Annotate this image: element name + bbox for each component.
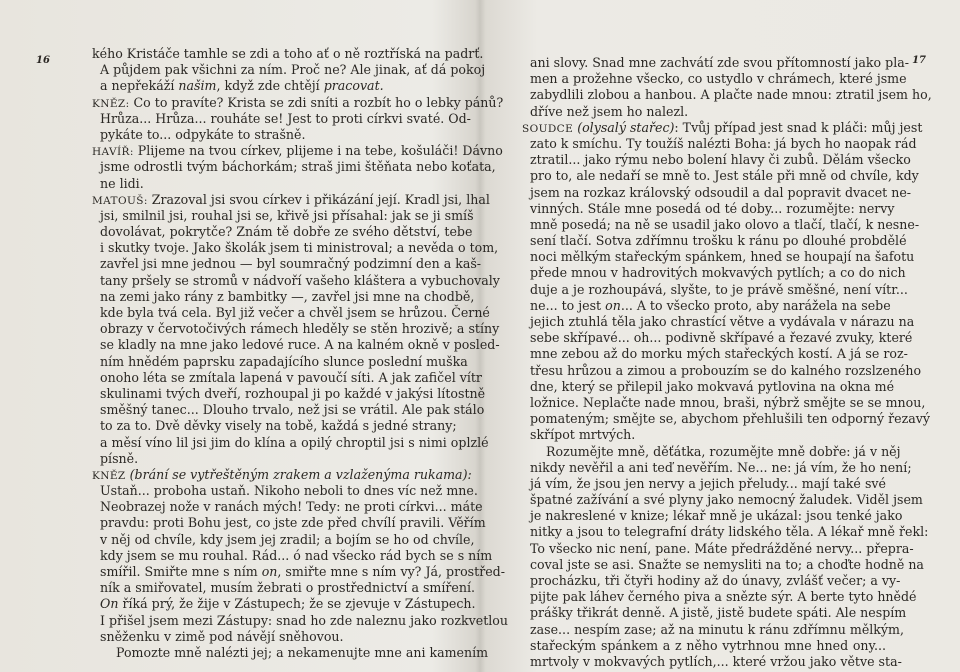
text-run: ním hnědém paprsku zapadajícího slunce poslední muška: [100, 353, 468, 369]
text-run: kého Kristáče tamhle se zdi a toho ať o ně roztříská na padrť.: [92, 46, 484, 61]
text-run: ... A to všecko proto, aby narážela na sebe: [620, 297, 891, 313]
text-run: na zemi jako rány z bambitky —, zavřel jsi mne na chodbě,: [100, 288, 475, 304]
text-run: , když zde chtějí: [216, 78, 324, 94]
text-run: kdy jsem se mu rouhal. Rád... ó nad všecko rád bych se s ním: [100, 547, 493, 563]
text-line: [92, 288, 475, 305]
text-run: sebe skřípavé... oh... podivně skřípavé a řezavé zvuky, které: [530, 330, 913, 346]
page-number: 17: [912, 55, 926, 66]
text-run: já vím, že jsou jen nervy a jejich přeludy... mají také své: [530, 475, 886, 491]
text-line: [92, 272, 500, 289]
text-line: [92, 418, 457, 434]
text-run: se kladly na mne jako ledové ruce. A na kalném okně v posled-: [100, 337, 500, 353]
text-run: dříve než jsem ho nalezl.: [530, 103, 689, 119]
text-line: [92, 629, 454, 645]
text-line: [522, 119, 923, 136]
italic-text: pracovat.: [323, 78, 384, 94]
text-run: kde byla tvá cela. Byl již večer a chvěl jsem se hrůzou. Černé: [100, 305, 490, 320]
text-run: i skutky tvoje. Jako školák jsem ti ministroval; a nevěda o tom,: [100, 240, 499, 256]
text-line: [92, 62, 486, 78]
text-line: [92, 547, 493, 564]
text-run: Ustaň... proboha ustaň. Nikoho neboli to dnes víc než mne.: [100, 483, 478, 499]
text-line: [530, 200, 895, 217]
text-line: [530, 459, 912, 476]
text-line: [92, 94, 504, 111]
text-run: noci mělkým stařeckým spánkem, hned se houpají na šafotu: [530, 249, 915, 265]
text-run: mne zebou až do morku mých stařeckých kostí. A já se roz-: [530, 346, 908, 362]
text-run: smířil. Smiřte mne s ním: [100, 564, 262, 579]
italic-text: on: [261, 564, 278, 579]
text-line: [92, 159, 496, 175]
text-run: jsem na rozkaz královský odsoudil a dal popravit dvacet ne-: [530, 184, 912, 200]
text-run: prášky třikrát denně. A jistě, jistě budete spáti. Ale nespím: [530, 605, 907, 621]
text-run: pykáte to... odpykáte to strašně.: [100, 126, 306, 142]
text-line: [530, 540, 914, 557]
text-run: Neobrazej nože v ranách mých! Tedy: ne proti církvi... máte: [100, 499, 483, 515]
text-run: ne lidi.: [100, 175, 144, 191]
text-run: zato k smíchu. Ty toužíš nalézti Boha: já bych ho naopak rád: [530, 135, 917, 151]
text-line: [92, 515, 486, 531]
text-run: Co to pravíte? Krista se zdi sníti a rozbít ho o lebky pánů?: [129, 94, 504, 110]
text-run: duje a je rozhoupává, slyšte, to je právě směšné, není vítr...: [530, 281, 908, 297]
text-run: dne, který se přilepil jako mokvavá pytlovina na okna mé: [530, 378, 895, 394]
text-run: nikdy nevěřil a ani teď nevěřím. Ne... ne: já vím, že ho není;: [530, 459, 912, 475]
text-run: v něj od chvíle, kdy jsem jej zradil; a bojím se ho od chvíle,: [100, 531, 475, 547]
text-line: [530, 443, 901, 460]
text-run: a měsí víno lil jsi jim do klína a opilý chroptil jsi s nimi oplzlé: [100, 434, 489, 450]
text-line: [530, 281, 908, 298]
text-run: coval jste se asi. Snažte se nemysliti na to; a choďte hodně na: [530, 556, 924, 572]
text-run: ztratil... jako rýmu nebo bolení hlavy či zubů. Dělám všecko: [530, 152, 911, 168]
text-line: [530, 573, 901, 589]
text-run: pomateným; smějte se, abychom přehlušili ten odporný řezavý: [530, 411, 930, 427]
text-line: [92, 240, 499, 256]
text-line: [92, 580, 476, 596]
text-run: mrtvoly v mokvavých pytlích,... které vržou jako větve sta-: [530, 653, 902, 669]
text-line: [530, 265, 906, 281]
text-run: men a prožehne všecko, co ustydlo v chrámech, které jsme: [530, 71, 907, 87]
text-run: Hrůza... Hrůza... rouháte se! Jest to proti církvi svaté. Od-: [100, 110, 471, 126]
text-line: [530, 168, 919, 184]
text-run: pravdu: proti Bohu jest, co jste zde před chvílí pravili. Věřím: [100, 515, 486, 531]
text-line: [530, 314, 915, 330]
text-line: [92, 143, 503, 159]
text-line: [530, 104, 886, 120]
text-line: [530, 394, 926, 411]
text-run: zavřel jsi mne jednou — byl soumračný podzimní den a kaš-: [100, 256, 482, 272]
text-run: písně.: [100, 450, 139, 466]
text-run: ani slovy. Snad mne zachvátí zde svou přítomností jako pla-: [530, 55, 909, 70]
text-line: [530, 216, 920, 233]
text-line: [530, 184, 912, 201]
text-line: [530, 330, 913, 346]
text-line: [92, 369, 482, 386]
text-run: to za to. Dvě děvky visely na tobě, každá s jedné strany;: [100, 418, 457, 434]
text-run: ne... to jest: [530, 297, 606, 313]
speaker-name: HAVÍŘ:: [92, 146, 134, 159]
text-line: [530, 605, 907, 621]
speaker-name: SOUDCE: [522, 122, 574, 135]
text-line: [92, 644, 489, 661]
text-run: Zrazoval jsi svou církev i přikázání její. Kradl jsi, lhal: [147, 191, 490, 207]
text-run: ložnice. Neplačte nade mnou, braši, nýbrž smějte se se mnou,: [530, 394, 926, 410]
text-line: [92, 337, 500, 353]
text-run: pijte pak láhev černého piva a snězte sýr. A berte tyto hnědé: [530, 589, 917, 605]
text-run: obrazy v červotočivých rámech hleděly se stěn hrozivě; a stíny: [100, 321, 500, 337]
text-line: [530, 362, 922, 379]
text-line: [92, 46, 484, 62]
text-run: zabydlili zlobou a hanbou. A plačte nade mnou: ztratil jsem ho,: [530, 87, 932, 103]
text-line: [92, 78, 454, 94]
text-run: zase... nespím zase; až na minutu k ránu zdřímnu mělkým,: [530, 621, 904, 637]
text-run: sněženku v zimě pod návějí sněhovou.: [100, 628, 344, 644]
text-line: [530, 249, 915, 265]
text-line: [92, 499, 483, 515]
text-line: [92, 207, 474, 224]
text-line: [530, 71, 907, 87]
text-run: jsi, smilnil jsi, rouhal jsi se, křivě jsi přísahal: jak se ji smíš: [100, 207, 474, 223]
text-run: I přišel jsem mezi Zástupy: snad ho zde naleznu jako rozkvetlou: [100, 612, 508, 628]
text-line: [530, 152, 911, 168]
text-run: dovolávat, pokrytče? Znám tě dobře ze svého dětství, tebe: [100, 224, 473, 240]
text-line: [530, 346, 908, 362]
text-run: špatné zažívání a své plyny jako nemocný žaludek. Viděl jsem: [530, 492, 923, 508]
text-line: [92, 531, 475, 548]
text-run: směšný tanec... Dlouho trvalo, než jsi se vrátil. Ale pak stálo: [100, 402, 485, 418]
text-line: [92, 483, 478, 499]
text-line: [530, 589, 917, 605]
italic-text: (brání se vytřeštěným zrakem a vzlaženýma rukama):: [129, 466, 472, 482]
text-line: [530, 653, 902, 670]
text-run: skulinami tvých dveří, rozhoupal ji po každé v jakýsi lítostně: [100, 385, 486, 401]
text-line: [530, 87, 932, 103]
text-run: Pomozte mně nalézti jej; a nekamenujte mne ani kamením: [116, 644, 489, 660]
text-line: [530, 378, 895, 395]
text-line: [92, 434, 489, 451]
right-page: [480, 0, 960, 672]
text-run: A půjdem pak všichni za ním. Proč ne? Ale jinak, ať dá pokoj: [100, 62, 486, 78]
text-line: [92, 466, 472, 483]
text-run: vinných. Stále mne posedá od té doby... rozumějte: nervy: [530, 200, 895, 216]
speaker-name: KNĚZ:: [92, 97, 130, 110]
text-line: [530, 556, 924, 573]
text-line: [530, 427, 886, 443]
text-run: je nakreslené v knize; lékař mně je ukázal: jsou tenké jako: [530, 508, 903, 524]
italic-text: (olysalý stařec): [577, 119, 675, 135]
text-run: Plijeme na tvou církev, plijeme i na tebe, košuláči! Dávno: [133, 143, 503, 159]
text-line: [92, 353, 468, 370]
text-line: [92, 191, 490, 208]
speaker-name: MATOUŠ:: [92, 194, 148, 207]
text-run: skřípot mrtvých.: [530, 427, 636, 443]
text-run: pro to, ale nedaří se mně to. Jest stále při mně od chvíle, kdy: [530, 168, 919, 184]
speaker-name: KNĚZ: [92, 469, 126, 482]
text-run: Rozumějte mně, děťátka, rozumějte mně dobře: já v něj: [546, 443, 901, 459]
text-run: procházku, tři čtyři hodiny až do únavy, zvlášť večer; a vy-: [530, 573, 901, 588]
text-line: [92, 451, 454, 467]
text-run: To všecko nic není, pane. Máte předrážděné nervy... přepra-: [530, 540, 914, 556]
text-line: [92, 596, 476, 612]
italic-text: On: [100, 596, 119, 612]
text-line: [530, 55, 909, 71]
text-run: onoho léta se zmítala lapená v pavoučí síti. A jak zafičel vítr: [100, 369, 482, 385]
text-line: [530, 297, 891, 314]
text-line: [530, 524, 929, 540]
text-column: [92, 46, 508, 661]
text-line: [92, 305, 490, 321]
text-line: [530, 411, 930, 427]
text-line: [530, 135, 917, 152]
text-line: [530, 638, 886, 654]
text-line: [92, 402, 485, 418]
text-line: [530, 233, 907, 249]
italic-text: našim: [178, 78, 217, 94]
text-line: [92, 321, 500, 337]
text-line: [92, 110, 471, 127]
text-run: říká prý, že žije v Zástupech; že se zjevuje v Zástupech.: [118, 596, 476, 612]
text-line: [92, 127, 454, 143]
text-run: tany pršely se stromů v nádvoří vašeho kláštera a vybuchovaly: [100, 272, 500, 288]
text-run: třesu hrůzou a zimou a probouzím se do kalného rozslzeného: [530, 362, 922, 378]
text-line: [92, 256, 482, 272]
page-number: 16: [36, 55, 50, 66]
text-run: jsme odrostli tvým báchorkám; straš jimi štěňata nebo koťata,: [100, 159, 496, 175]
text-run: přede mnou v hadrovitých mokvavých pytlích; a co do nich: [530, 265, 906, 281]
text-line: [92, 385, 486, 402]
text-run: ník a smiřovatel, musím žebrati o prostřednictví a smíření.: [100, 580, 476, 596]
text-run: stařeckým spánkem a z něho vytrhnou mne hned ony...: [530, 637, 886, 653]
text-line: [92, 224, 473, 240]
text-run: mně posedá; na ně se usadil jako olovo a tlačí, tlačí, k nesne-: [530, 216, 920, 232]
text-line: [92, 564, 505, 580]
text-line: [530, 621, 904, 638]
text-run: sení tlačí. Sotva zdřímnu trošku k ránu po dlouhé probdělé: [530, 233, 907, 249]
text-line: [530, 476, 886, 492]
text-line: [92, 612, 508, 629]
italic-text: on: [605, 297, 621, 313]
text-line: [530, 508, 903, 524]
text-run: a nepřekáží: [100, 78, 179, 94]
text-run: , smiřte mne s ním vy? Já, prostřed-: [277, 564, 505, 579]
text-line: [530, 492, 923, 508]
text-line: [92, 176, 454, 192]
text-run: nitky a jsou to telegrafní dráty lidského těla. A lékař mně řekl:: [530, 524, 929, 540]
text-run: jejich ztuhlá těla jako chrastící větve a vydávala v nárazu na: [530, 314, 915, 329]
text-run: : Tvůj případ jest snad k pláči: můj jest: [674, 119, 923, 135]
